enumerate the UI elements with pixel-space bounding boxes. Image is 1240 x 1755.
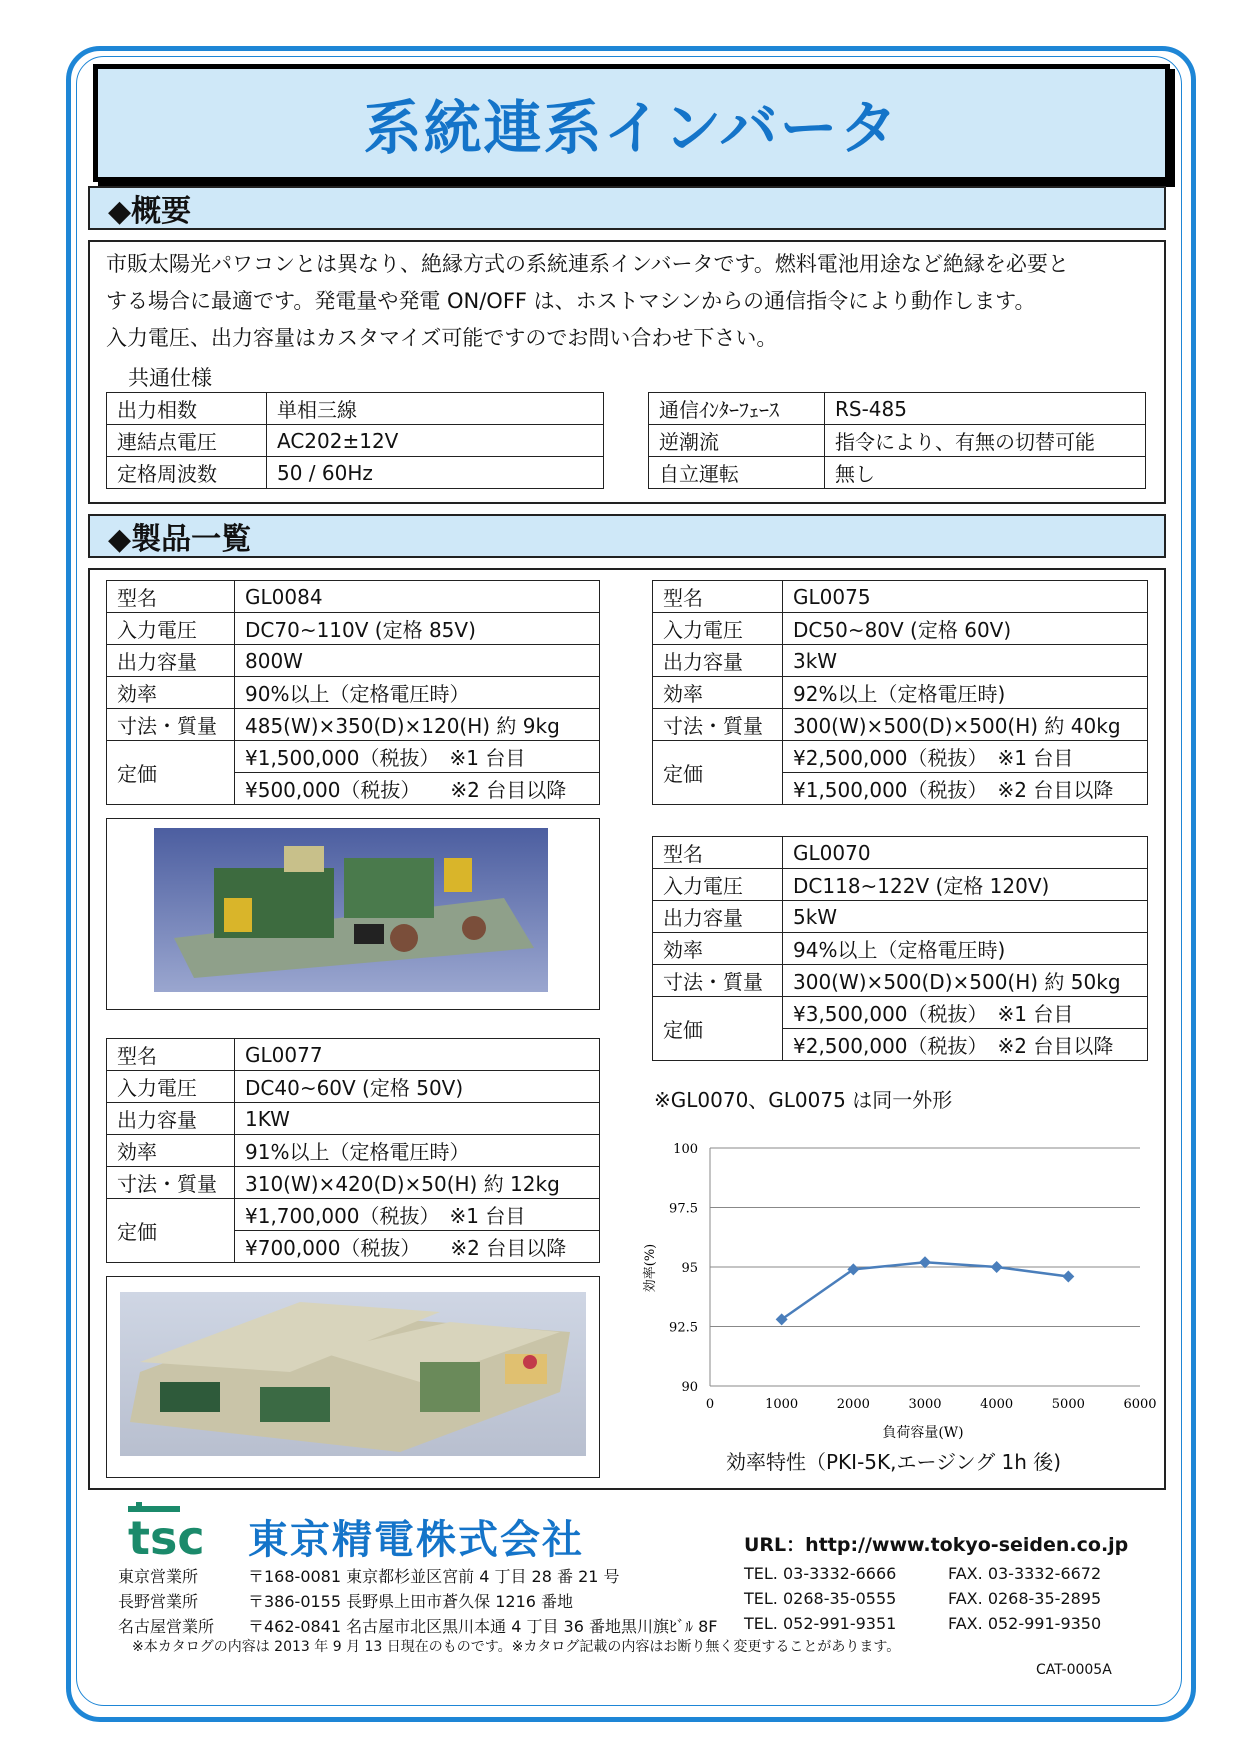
chart-y-tick-label: 100 [673, 1142, 698, 1157]
table-row [649, 457, 1146, 489]
dimensions-value: 300(W)×500(D)×500(H) 約 50kg [783, 965, 1148, 997]
label-efficiency: 効率 [107, 677, 235, 709]
price-2: ¥1,500,000（税抜） ※2 台目以降 [783, 773, 1148, 805]
label-output: 出力容量 [107, 645, 235, 677]
output-value: 1KW [235, 1103, 600, 1135]
office-name: 東京営業所 [118, 1567, 199, 1586]
chart-x-ticks [706, 1397, 1157, 1412]
label-input: 入力電圧 [107, 1071, 235, 1103]
company-url[interactable]: URL：http://www.tokyo-seiden.co.jp [744, 1534, 1129, 1556]
label-efficiency: 効率 [653, 677, 783, 709]
model-value: GL0070 [783, 837, 1148, 869]
price-2: ¥700,000（税抜） ※2 台目以降 [235, 1231, 600, 1263]
chart-x-tick-label: 4000 [980, 1397, 1014, 1412]
office-address: 〒168-0081 東京都杉並区宮前 4 丁目 28 番 21 号 [248, 1567, 620, 1586]
label-dimensions: 寸法・質量 [653, 965, 783, 997]
product-photo-gl0077 [120, 1292, 586, 1456]
title-banner [93, 64, 1170, 182]
common-spec-table-left [106, 392, 604, 489]
chart-x-tick-label: 1000 [765, 1397, 799, 1412]
table-row [107, 457, 604, 489]
spec-value: 50 / 60Hz [267, 457, 604, 489]
spec-value: 指令により、有無の切替可能 [825, 425, 1146, 457]
label-efficiency: 効率 [107, 1135, 235, 1167]
price-2: ¥500,000（税抜） ※2 台目以降 [235, 773, 600, 805]
label-price: 定価 [107, 741, 235, 805]
intro-line: 入力電圧、出力容量はカスタマイズ可能ですのでお問い合わせ下さい。 [106, 326, 778, 350]
office-tel: TEL. 0268-35-0555 [744, 1589, 897, 1608]
chart-line [782, 1262, 1069, 1319]
chart-xlabel: 負荷容量(W) [882, 1425, 964, 1440]
products-heading: ◆製品一覧 [88, 514, 1166, 558]
label-price: 定価 [653, 997, 783, 1061]
office-tel: TEL. 052-991-9351 [744, 1614, 897, 1633]
spec-label: 通信ｲﾝﾀｰﾌｪｰｽ [649, 393, 825, 425]
spec-value: 単相三線 [267, 393, 604, 425]
label-efficiency: 効率 [653, 933, 783, 965]
efficiency-value: 91%以上（定格電圧時） [235, 1135, 600, 1167]
chart-y-ticks [669, 1142, 698, 1395]
label-dimensions: 寸法・質量 [107, 709, 235, 741]
spec-value: AC202±12V [267, 425, 604, 457]
chart-point [1062, 1271, 1074, 1283]
input-value: DC70~110V (定格 85V) [235, 613, 600, 645]
office-fax: FAX. 052-991-9350 [948, 1614, 1102, 1633]
office-address: 〒386-0155 長野県上田市蒼久保 1216 番地 [248, 1592, 574, 1611]
spec-value: RS-485 [825, 393, 1146, 425]
disclaimer: ※本カタログの内容は 2013 年 9 月 13 日現在のものです。※カタログ記載の内容はお断り無く変更することがあります。 [132, 1639, 901, 1655]
office-address: 〒462-0841 名古屋市北区黒川本通 4 丁目 36 番地黒川旗ﾋﾞﾙ 8F [248, 1617, 718, 1636]
chart-x-tick-label: 6000 [1123, 1397, 1157, 1412]
company-name: 東京精電株式会社 [248, 1517, 584, 1563]
chart-y-tick-label: 95 [681, 1261, 698, 1276]
chart-x-tick-label: 5000 [1051, 1397, 1085, 1412]
label-output: 出力容量 [107, 1103, 235, 1135]
page-title: 系統連系インバータ [363, 94, 900, 162]
efficiency-chart [640, 1128, 1160, 1440]
office-name: 名古屋営業所 [118, 1617, 215, 1636]
office-fax: FAX. 0268-35-2895 [948, 1589, 1102, 1608]
label-dimensions: 寸法・質量 [107, 1167, 235, 1199]
label-price: 定価 [653, 741, 783, 805]
label-model: 型名 [653, 581, 783, 613]
logo-text: tsc [128, 1511, 205, 1560]
label-model: 型名 [653, 837, 783, 869]
chart-point [919, 1256, 931, 1268]
spec-label: 逆潮流 [649, 425, 825, 457]
efficiency-value: 90%以上（定格電圧時） [235, 677, 600, 709]
company-logo [124, 1500, 216, 1560]
label-dimensions: 寸法・質量 [653, 709, 783, 741]
input-value: DC50~80V (定格 60V) [783, 613, 1148, 645]
dimensions-value: 300(W)×500(D)×500(H) 約 40kg [783, 709, 1148, 741]
chart-x-tick-label: 2000 [836, 1397, 870, 1412]
efficiency-value: 92%以上（定格電圧時) [783, 677, 1148, 709]
label-model: 型名 [107, 581, 235, 613]
label-output: 出力容量 [653, 645, 783, 677]
intro-line: 市販太陽光パワコンとは異なり、絶縁方式の系統連系インバータです。燃料電池用途など絶縁を必要と [106, 252, 1069, 276]
model-value: GL0084 [235, 581, 600, 613]
output-value: 800W [235, 645, 600, 677]
price-1: ¥2,500,000（税抜） ※1 台目 [783, 741, 1148, 773]
product-table-gl0084 [106, 580, 600, 805]
label-model: 型名 [107, 1039, 235, 1071]
label-price: 定価 [107, 1199, 235, 1263]
chart-y-tick-label: 92.5 [669, 1320, 698, 1336]
chart-x-tick-label: 0 [705, 1397, 715, 1412]
price-1: ¥1,700,000（税抜） ※1 台目 [235, 1199, 600, 1231]
chart-y-tick-label: 97.5 [669, 1201, 698, 1217]
efficiency-value: 94%以上（定格電圧時) [783, 933, 1148, 965]
model-value: GL0075 [783, 581, 1148, 613]
input-value: DC118~122V (定格 120V) [783, 869, 1148, 901]
product-table-gl0075 [652, 580, 1148, 805]
same-form-note: ※GL0070、GL0075 は同一外形 [654, 1088, 953, 1112]
chart-point [991, 1261, 1003, 1273]
input-value: DC40~60V (定格 50V) [235, 1071, 600, 1103]
product-table-gl0077 [106, 1038, 600, 1263]
spec-label: 自立運転 [649, 457, 825, 489]
output-value: 3kW [783, 645, 1148, 677]
chart-y-tick-label: 90 [681, 1380, 698, 1395]
spec-label: 定格周波数 [107, 457, 267, 489]
price-1: ¥1,500,000（税抜） ※1 台目 [235, 741, 600, 773]
chart-caption: 効率特性（PKI-5K,エージング 1h 後) [726, 1450, 1062, 1474]
office-name: 長野営業所 [118, 1592, 199, 1611]
price-2: ¥2,500,000（税抜） ※2 台目以降 [783, 1029, 1148, 1061]
table-row [649, 393, 1146, 425]
product-photo-gl0084 [154, 828, 548, 992]
intro-text [106, 246, 1156, 357]
catalog-number: CAT-0005A [1036, 1662, 1112, 1678]
table-row [649, 425, 1146, 457]
common-spec-title: 共通仕様 [128, 366, 212, 390]
spec-label: 連結点電圧 [107, 425, 267, 457]
common-spec-table-right [648, 392, 1146, 489]
office-tel: TEL. 03-3332-6666 [744, 1564, 897, 1583]
intro-line: する場合に最適です。発電量や発電 ON/OFF は、ホストマシンからの通信指令により動作します。 [106, 289, 1036, 313]
product-table-gl0070 [652, 836, 1148, 1061]
overview-heading: ◆概要 [88, 186, 1166, 230]
model-value: GL0077 [235, 1039, 600, 1071]
dimensions-value: 310(W)×420(D)×50(H) 約 12kg [235, 1167, 600, 1199]
label-input: 入力電圧 [107, 613, 235, 645]
dimensions-value: 485(W)×350(D)×120(H) 約 9kg [235, 709, 600, 741]
office-fax: FAX. 03-3332-6672 [948, 1564, 1102, 1583]
table-row [107, 393, 604, 425]
label-input: 入力電圧 [653, 613, 783, 645]
price-1: ¥3,500,000（税抜） ※1 台目 [783, 997, 1148, 1029]
chart-x-tick-label: 3000 [908, 1397, 942, 1412]
table-row [107, 425, 604, 457]
chart-ylabel: 効率(%) [643, 1243, 658, 1293]
spec-label: 出力相数 [107, 393, 267, 425]
label-output: 出力容量 [653, 901, 783, 933]
spec-value: 無し [825, 457, 1146, 489]
output-value: 5kW [783, 901, 1148, 933]
label-input: 入力電圧 [653, 869, 783, 901]
